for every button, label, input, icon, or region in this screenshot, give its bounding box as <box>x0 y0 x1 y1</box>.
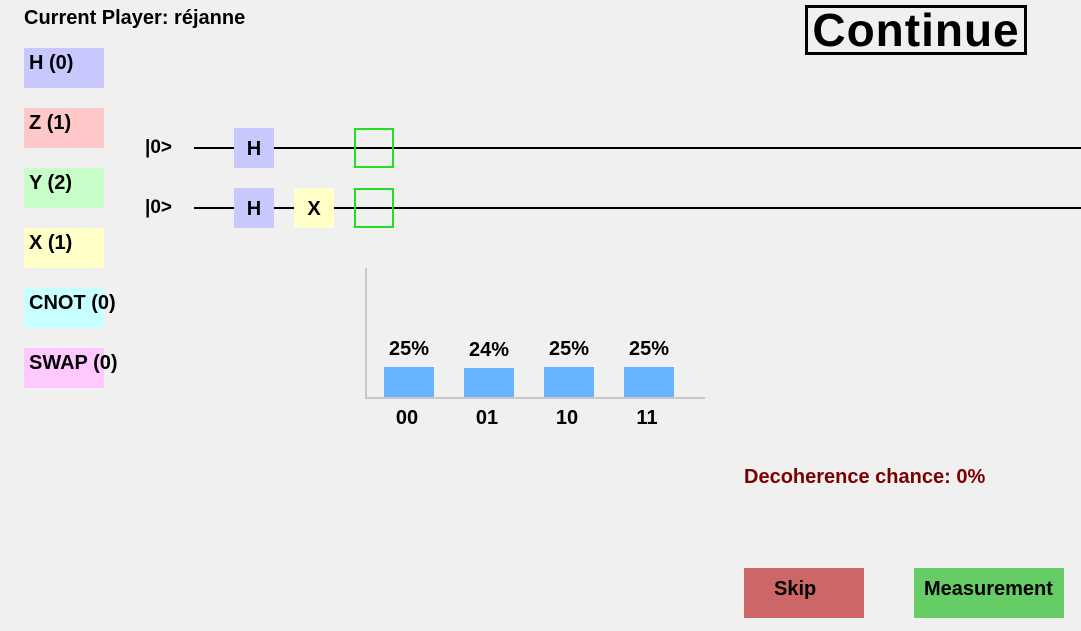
placed-gate-h[interactable]: H <box>234 128 274 168</box>
gate-button-label: H (0) <box>29 52 74 74</box>
gate-button-label: Z (1) <box>29 112 72 134</box>
current-player-label: Current Player: réjanne <box>24 7 246 29</box>
chart-bar-11 <box>624 367 674 397</box>
chart-category-label: 10 <box>555 407 579 429</box>
chart-value-label: 25% <box>388 338 430 360</box>
gate-button-h[interactable] <box>24 48 104 88</box>
gate-button-label: SWAP (0) <box>29 352 118 374</box>
chart-y-axis <box>365 268 367 399</box>
gate-button-swap[interactable] <box>24 348 118 388</box>
gate-button-x[interactable] <box>24 228 104 268</box>
gate-slot[interactable] <box>354 128 394 168</box>
chart-category-label: 00 <box>395 407 419 429</box>
chart-bar-00 <box>384 367 434 397</box>
skip-button[interactable] <box>744 568 864 618</box>
chart-category-label: 11 <box>636 407 658 429</box>
gate-button-z[interactable] <box>24 108 104 148</box>
chart-value-label: 25% <box>628 338 670 360</box>
placed-gate-x[interactable]: X <box>294 188 334 228</box>
qubit-0-label: |0> <box>145 137 172 158</box>
gate-button-cnot[interactable] <box>24 288 116 328</box>
gate-button-label: X (1) <box>29 232 73 254</box>
qubit-1-label: |0> <box>145 197 172 218</box>
measurement-button-label: Measurement <box>924 578 1053 600</box>
chart-x-axis <box>365 397 705 399</box>
chart-bar-10 <box>544 367 594 397</box>
chart-bar-01 <box>464 368 514 397</box>
measurement-button[interactable] <box>914 568 1064 618</box>
chart-value-label: 24% <box>468 339 510 361</box>
decoherence-chance: Decoherence chance: 0% <box>744 466 986 488</box>
placed-gate-h[interactable]: H <box>234 188 274 228</box>
gate-slot[interactable] <box>354 188 394 228</box>
continue-button[interactable]: Continue <box>805 5 1027 55</box>
gate-button-label: CNOT (0) <box>29 292 116 314</box>
chart-value-label: 25% <box>548 338 590 360</box>
chart-category-label: 01 <box>475 407 499 429</box>
qubit-0-wire <box>194 147 1081 149</box>
gate-button-label: Y (2) <box>29 172 72 194</box>
skip-button-label: Skip <box>774 578 817 600</box>
gate-button-y[interactable] <box>24 168 104 208</box>
